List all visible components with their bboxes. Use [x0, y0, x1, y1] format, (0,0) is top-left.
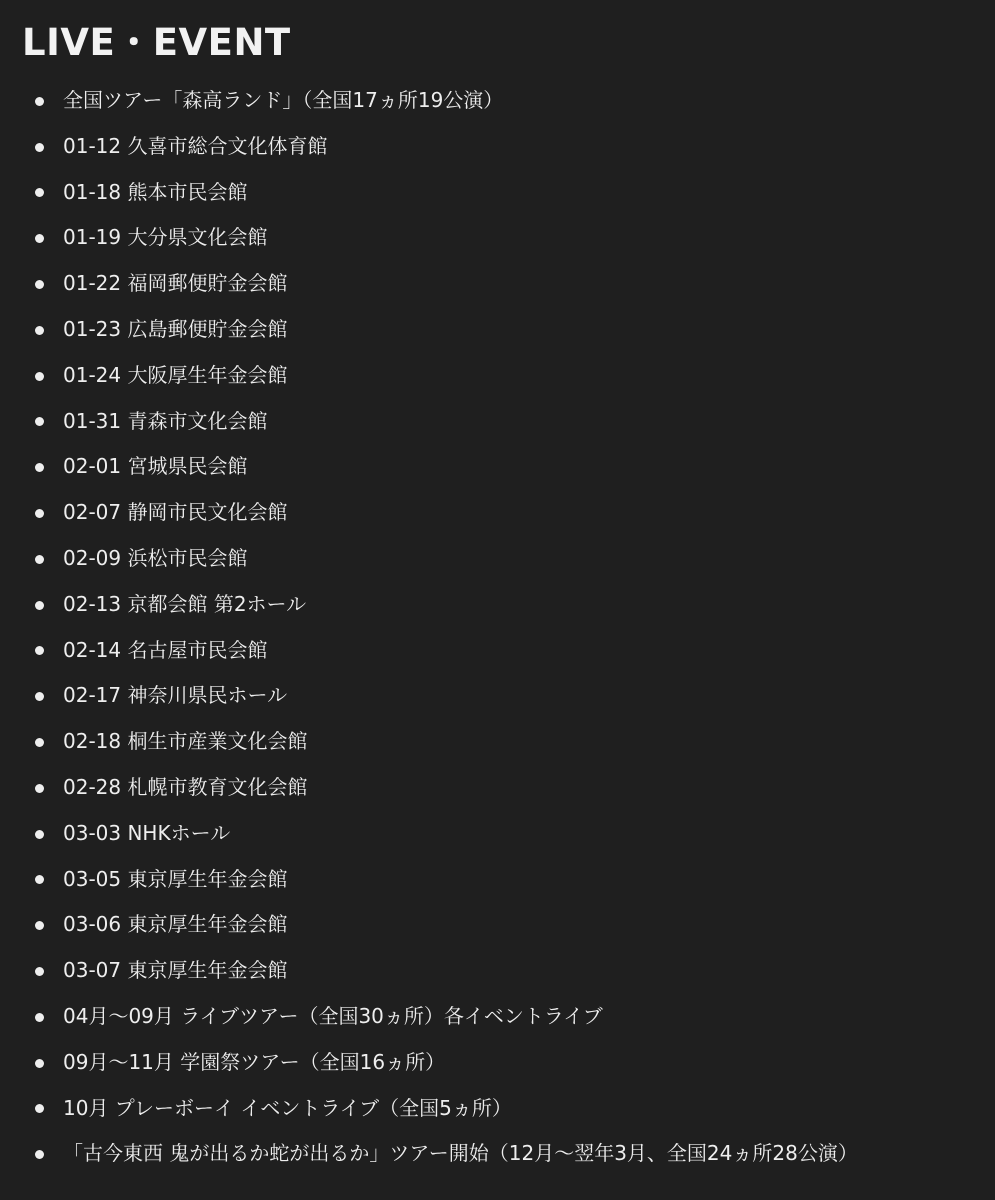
list-item-text: 01-31 青森市文化会館	[63, 408, 268, 433]
bullet-icon	[35, 555, 44, 564]
list-item	[22, 261, 995, 307]
list-item-text: 02-18 桐生市産業文化会館	[63, 729, 308, 754]
list-item	[22, 215, 995, 261]
list-item	[22, 628, 995, 674]
bullet-icon	[35, 372, 44, 381]
list-item	[22, 444, 995, 490]
bullet-icon	[35, 692, 44, 701]
list-item-text: 全国ツアー「森高ランド」（全国17ヵ所19公演）	[63, 88, 504, 112]
list-item-text: 02-14 名古屋市民会館	[63, 637, 268, 662]
list-item	[22, 1131, 995, 1177]
event-list	[22, 78, 995, 1177]
list-item	[22, 719, 995, 765]
list-item-text: 03-05 東京厚生年金会館	[63, 866, 288, 891]
bullet-icon	[35, 1104, 44, 1113]
bullet-icon	[35, 234, 44, 243]
list-item	[22, 307, 995, 353]
bullet-icon	[35, 921, 44, 930]
list-item-text: 02-07 静岡市民文化会館	[63, 500, 288, 525]
list-item-text: 03-07 東京厚生年金会館	[63, 958, 288, 983]
list-item-text: 02-09 浜松市民会館	[63, 545, 248, 570]
bullet-icon	[35, 1059, 44, 1068]
section-title: LIVE・EVENT	[22, 21, 291, 64]
list-item	[22, 353, 995, 399]
list-item	[22, 673, 995, 719]
bullet-icon	[35, 875, 44, 884]
list-item-text: 02-17 神奈川県民ホール	[63, 683, 288, 708]
list-item	[22, 994, 995, 1040]
list-item-text: 02-13 京都会館 第2ホール	[63, 591, 307, 616]
list-item-text: 03-06 東京厚生年金会館	[63, 912, 288, 937]
list-item	[22, 765, 995, 811]
list-item	[22, 582, 995, 628]
list-item	[22, 811, 995, 857]
list-item-text: 09月〜11月 学園祭ツアー（全国16ヵ所）	[63, 1049, 446, 1074]
list-item-text: 10月 プレーボーイ イベントライブ（全国5ヵ所）	[63, 1095, 512, 1120]
list-item	[22, 399, 995, 445]
list-item	[22, 124, 995, 170]
list-item	[22, 490, 995, 536]
bullet-icon	[35, 1013, 44, 1022]
bullet-icon	[35, 830, 44, 839]
list-item	[22, 857, 995, 903]
bullet-icon	[35, 417, 44, 426]
list-item-text: 03-03 NHKホール	[63, 820, 231, 845]
bullet-icon	[35, 967, 44, 976]
list-item-text: 01-19 大分県文化会館	[63, 225, 268, 250]
bullet-icon	[35, 1150, 44, 1159]
bullet-icon	[35, 784, 44, 793]
bullet-icon	[35, 646, 44, 655]
bullet-icon	[35, 97, 44, 106]
list-item-text: 01-23 広島郵便貯金会館	[63, 316, 288, 341]
bullet-icon	[35, 188, 44, 197]
bullet-icon	[35, 738, 44, 747]
list-item-text: 04月〜09月 ライブツアー（全国30ヵ所）各イベントライブ	[63, 1003, 603, 1028]
bullet-icon	[35, 143, 44, 152]
list-item-text: 01-22 福岡郵便貯金会館	[63, 271, 288, 296]
bullet-icon	[35, 326, 44, 335]
list-item	[22, 170, 995, 216]
list-item-text: 01-12 久喜市総合文化体育館	[63, 133, 328, 158]
list-item-text: 01-24 大阪厚生年金会館	[63, 362, 288, 387]
list-item-text: 02-01 宮城県民会館	[63, 454, 248, 479]
bullet-icon	[35, 509, 44, 518]
list-item	[22, 948, 995, 994]
list-item-text: 01-18 熊本市民会館	[63, 179, 248, 204]
bullet-icon	[35, 601, 44, 610]
list-item	[22, 902, 995, 948]
bullet-icon	[35, 463, 44, 472]
bullet-icon	[35, 280, 44, 289]
list-item-text: 「古今東西 鬼が出るか蛇が出るか」ツアー開始（12月〜翌年3月、全国24ヵ所28公演）	[63, 1141, 858, 1166]
list-item	[22, 536, 995, 582]
list-item-text: 02-28 札幌市教育文化会館	[63, 774, 308, 799]
list-item	[22, 1040, 995, 1086]
list-item	[22, 1086, 995, 1132]
list-item	[22, 78, 995, 124]
